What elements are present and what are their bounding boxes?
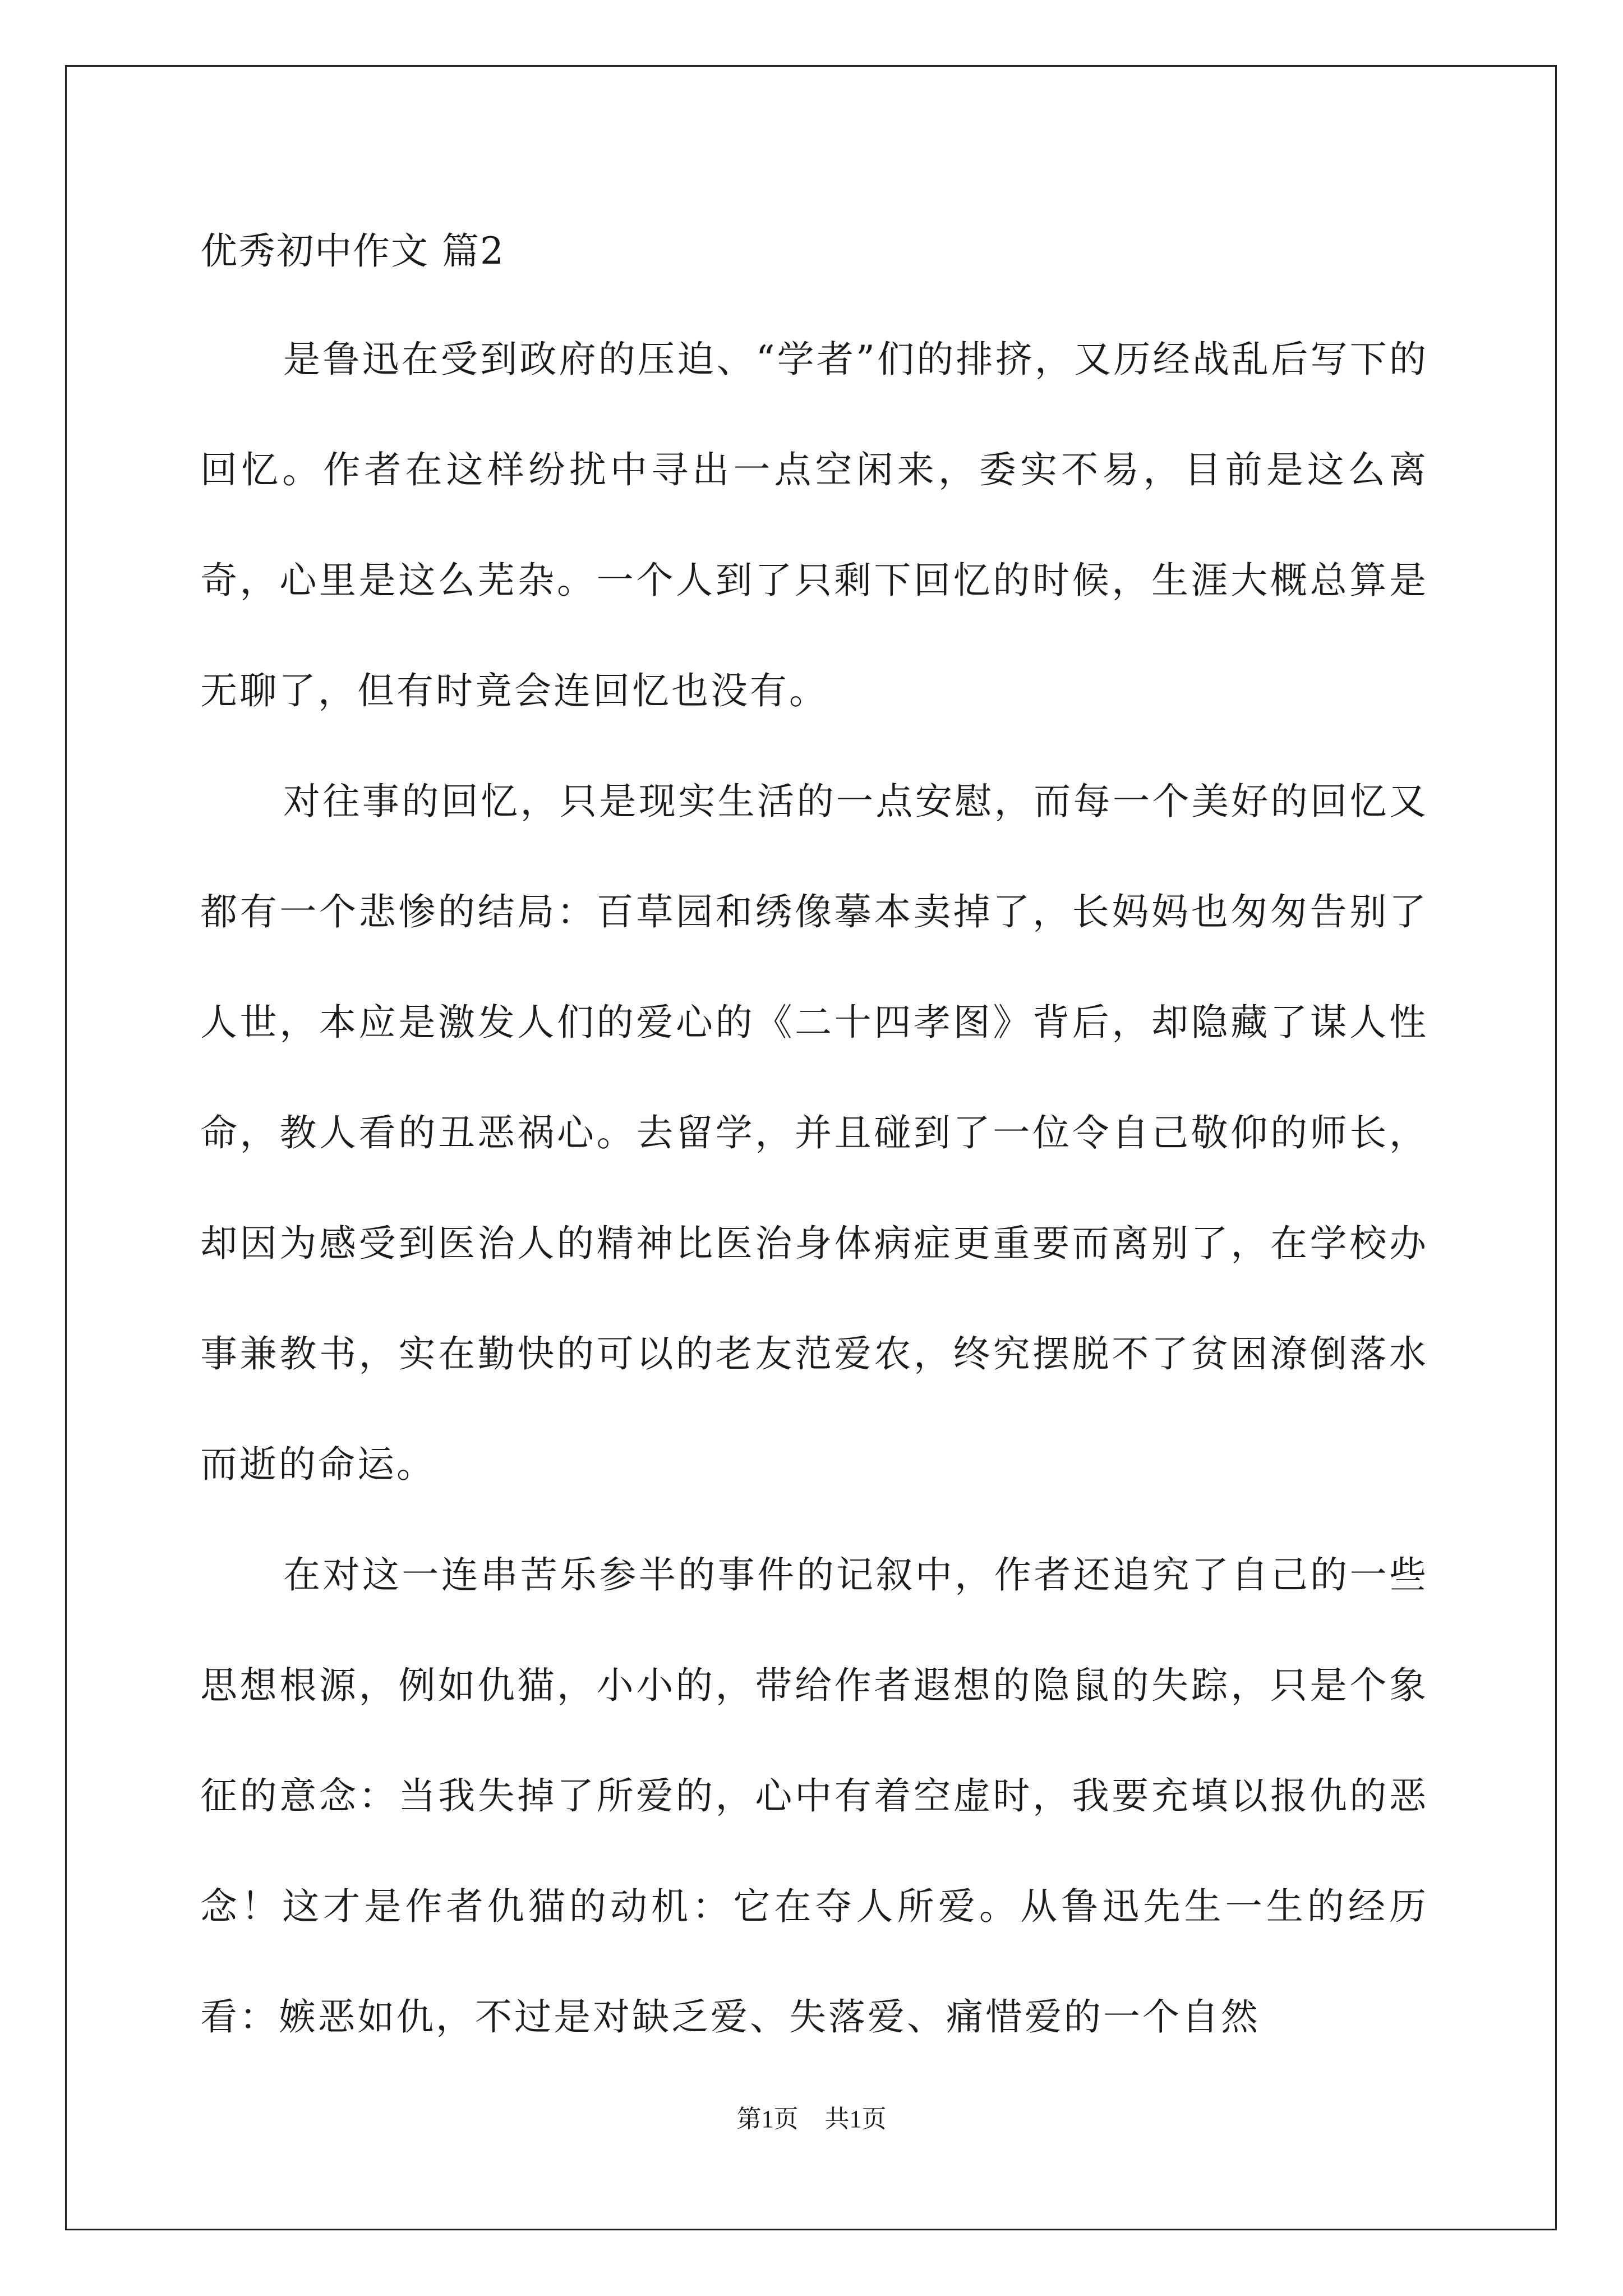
page-number-total: 共1页 <box>824 2105 887 2133</box>
document-title: 优秀初中作文 篇2 <box>200 229 505 273</box>
paragraph: 对往事的回忆，只是现实生活的一点安慰，而每一个美好的回忆又都有一个悲惨的结局：百草园和绣像摹本卖掉了，长妈妈也匆匆告别了人世，本应是激发人们的爱心的《二十四孝图》背后，却隐藏了谋人性命，教人看的丑恶祸心。去留学，并且碰到了一位令自己敬仰的师长，却因为感受到医治人的精神比医治身体病症更重要而离别了，在学校办事兼教书，实在勤快的可以的老友范爱农，终究摆脱不了贫困潦倒落水而逝的命运。 <box>200 780 1428 1486</box>
paragraph: 在对这一连串苦乐参半的事件的记叙中，作者还追究了自己的一些思想根源，例如仇猫，小小的，带给作者遐想的隐鼠的失踪，只是个象征的意念：当我失掉了所爱的，心中有着空虚时，我要充填以报仇的恶念！这才是作者仇猫的动机：它在夺人所爱。从鲁迅先生一生的经历看：嫉恶如仇，不过是对缺乏爱、失落爱、痛惜爱的一个自然 <box>200 1553 1428 2039</box>
page-footer <box>0 2102 1623 2136</box>
page-number-current: 第1页 <box>736 2105 799 2133</box>
document-body <box>200 224 1428 2072</box>
paragraph: 是鲁迅在受到政府的压迫、“学者”们的排挤，又历经战乱后写下的回忆。作者在这样纷扰中寻出一点空闲来，委实不易，目前是这么离奇，心里是这么芜杂。一个人到了只剩下回忆的时候，生涯大概总算是无聊了，但有时竟会连回忆也没有。 <box>200 338 1428 712</box>
